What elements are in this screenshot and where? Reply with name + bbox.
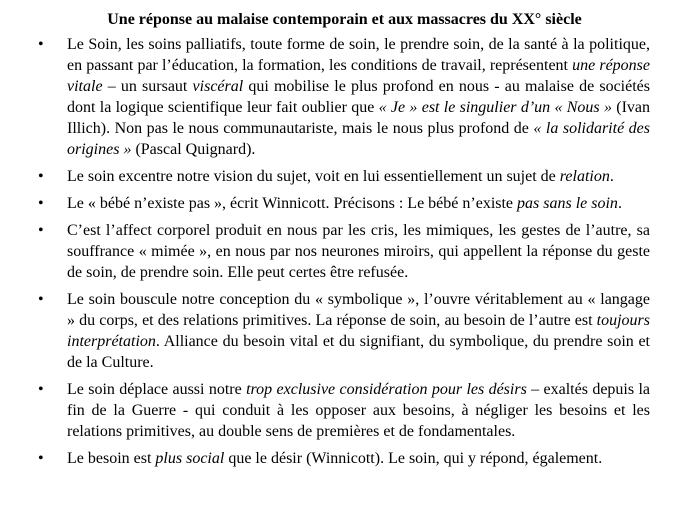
body-text: .	[609, 168, 614, 185]
bullet-marker: •	[38, 222, 44, 239]
bullet-marker: •	[38, 36, 44, 53]
bullet-marker: •	[38, 381, 44, 398]
bullet-marker: •	[38, 291, 44, 308]
bullet-list	[0, 34, 689, 475]
bullet-item	[0, 220, 689, 283]
body-text: Le soin déplace aussi notre	[67, 381, 247, 398]
bullet-item	[0, 448, 689, 469]
italic-text: « Je » est le singulier d’un « Nous »	[378, 99, 612, 116]
body-text: Le soin bouscule notre conception du « symbolique », l’ouvre véritablement au « langage » du corps, et des relations primitives. La réponse de soin, au besoin de l’autre est	[67, 291, 650, 329]
italic-text: toujours interprétation	[67, 312, 650, 350]
bullet-marker: •	[38, 195, 44, 212]
italic-text: relation	[559, 168, 610, 185]
body-text: – un sursaut	[102, 78, 193, 95]
body-text: (Ivan Illich). Non pas le nous communautariste, mais le nous plus profond de	[67, 99, 650, 137]
bullet-item	[0, 289, 689, 373]
italic-text: trop exclusive considération pour les désirs	[246, 381, 527, 398]
bullet-marker: •	[38, 450, 44, 467]
body-text: Le « bébé n’existe pas », écrit Winnicott. Précisons : Le bébé n’existe	[67, 195, 518, 212]
body-text: que le désir (Winnicott). Le soin, qui y répond, également.	[224, 450, 603, 467]
body-text: . Alliance du besoin vital et du signifiant, du symbolique, du prendre soin et de la Culture.	[67, 333, 650, 371]
body-text: .	[617, 195, 622, 212]
bullet-item	[0, 193, 689, 214]
body-text: qui mobilise le plus profond en nous - au malaise de sociétés dont la logique scientifique leur fait oublier que	[67, 78, 650, 116]
slide-title: Une réponse au malaise contemporain et aux massacres du XX° siècle	[107, 11, 582, 28]
bullet-marker: •	[38, 168, 44, 185]
bullet-item	[0, 34, 689, 160]
body-text: Le soin excentre notre vision du sujet, voit en lui essentiellement un sujet de	[67, 168, 560, 185]
body-text: C’est l’affect corporel produit en nous par les cris, les mimiques, les gestes de l’autre, sa souffrance « mimée », en nous par nos neurones miroirs, qui appellent la réponse du geste de soin, de prendre soin. Elle peut certes être refusée.	[67, 222, 650, 281]
italic-text: une réponse vitale	[67, 57, 650, 95]
italic-text: pas sans le soin	[517, 195, 618, 212]
italic-text: « la solidarité des origines »	[67, 120, 651, 158]
bullet-item	[0, 379, 689, 442]
body-text: – exaltés depuis la fin de la Guerre - qui conduit à les opposer aux besoins, à négliger les besoins et les relations primitives, au double sens de premières et de fondamentales.	[67, 381, 650, 440]
body-text: Le Soin, les soins palliatifs, toute forme de soin, le prendre soin, de la santé à la politique, en passant par l’éducation, la formation, les conditions de travail, représentent	[67, 36, 650, 74]
italic-text: plus social	[155, 450, 225, 467]
bullet-item	[0, 166, 689, 187]
italic-text: viscéral	[192, 78, 244, 95]
body-text: Le besoin est	[67, 450, 156, 467]
body-text: (Pascal Quignard).	[131, 141, 256, 158]
